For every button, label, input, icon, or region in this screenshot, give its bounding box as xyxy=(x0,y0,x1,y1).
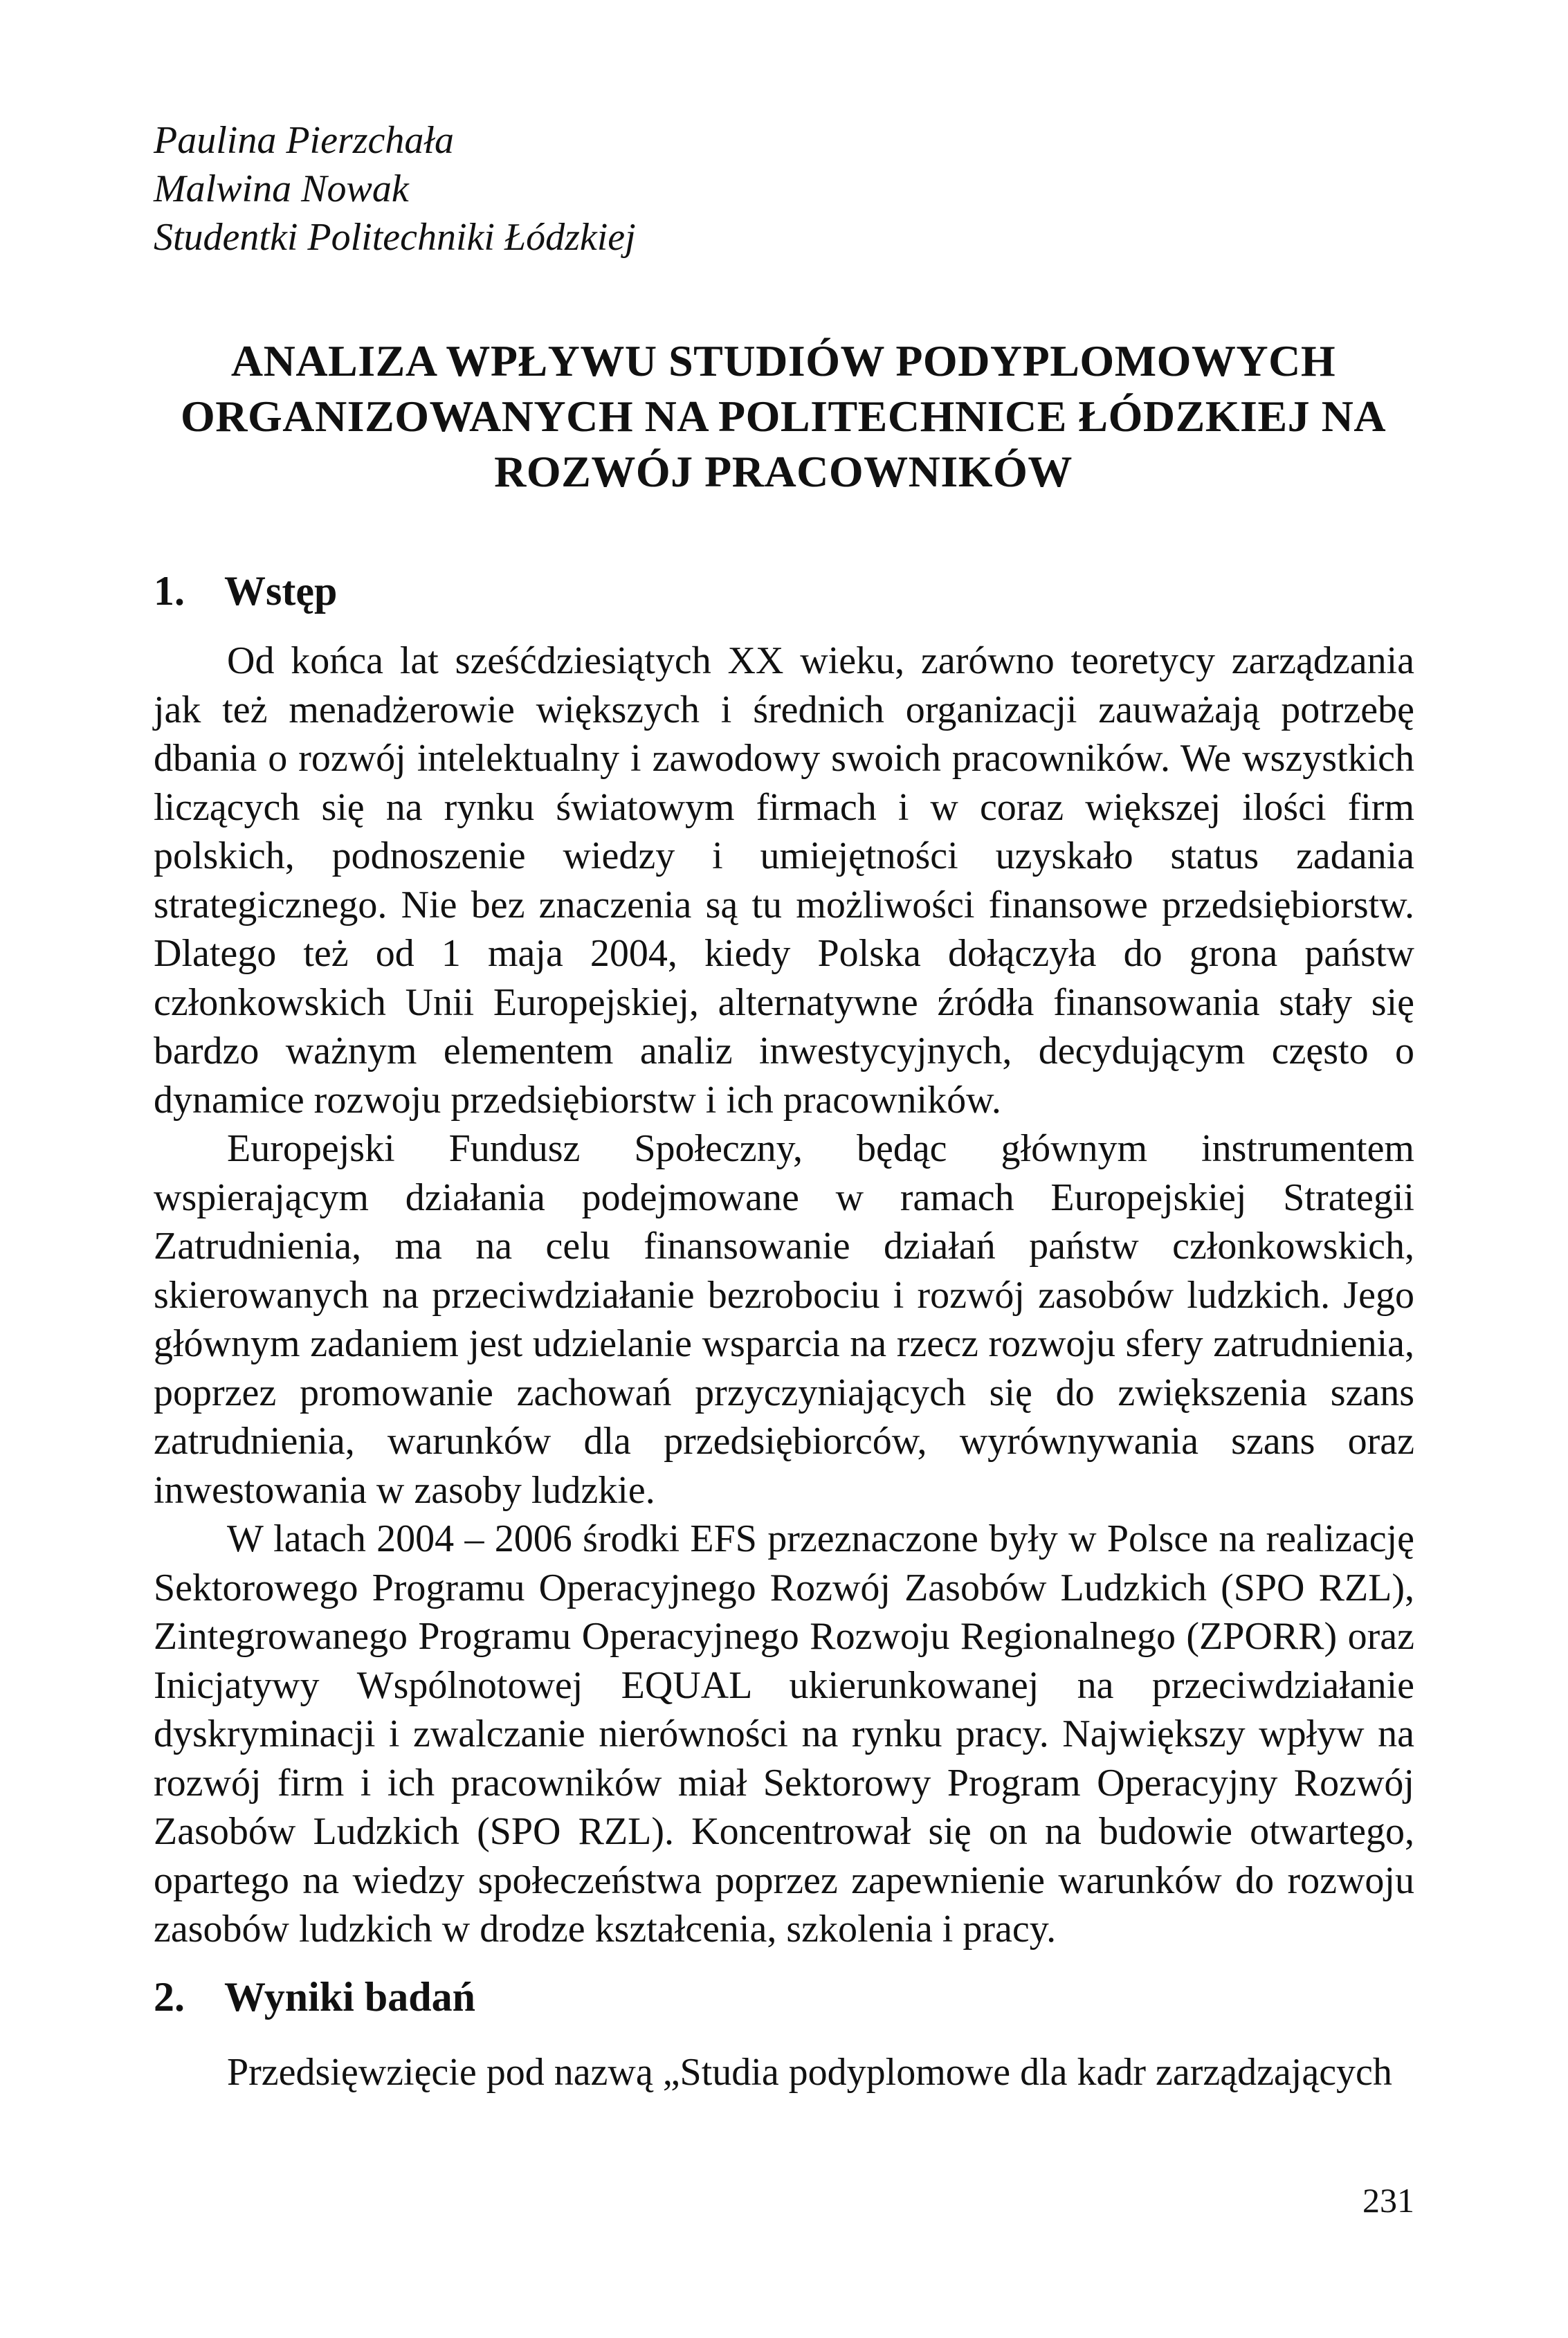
author-affiliation: Studentki Politechniki Łódzkiej xyxy=(154,216,636,259)
page-number: 231 xyxy=(1362,2181,1414,2220)
section-number: 1. xyxy=(154,568,185,614)
author-block xyxy=(154,116,984,262)
title-line: ANALIZA WPŁYWU STUDIÓW PODYPLOMOWYCH xyxy=(230,336,1336,385)
author-name: Paulina Pierzchała xyxy=(154,119,454,162)
section-number: 2. xyxy=(154,1974,185,2020)
title-line: ORGANIZOWANYCH NA POLITECHNICE ŁÓDZKIEJ NA xyxy=(180,392,1387,441)
author-name: Malwina Nowak xyxy=(154,167,409,210)
section-heading-results xyxy=(154,1972,475,2022)
title-line: ROZWÓJ PRACOWNIKÓW xyxy=(494,447,1073,496)
section-heading-introduction xyxy=(154,566,337,616)
paragraph: Od końca lat sześćdziesiątych XX wieku, zarówno teoretycy zarządzania jak też menadżerowie większych i średnich organizacji zauważają potrzebę dbania o rozwój intelektualny i zawodowy swoich pracowników. We wszystkich liczących się na rynku światowym firmach i w coraz większej ilości firm polskich, podnoszenie wiedzy i umiejętności uzyskało status zadania strategicznego. Nie bez znaczenia są tu możliwości finansowe przedsiębiorstw. Dlatego też od 1 maja 2004, kiedy Polska dołączyła do grona państw członkowskich Unii Europejskiej, alternatywne źródła finansowania stały się bardzo ważnym elementem analiz inwestycyjnych, decydującym często o dynamice rozwoju przedsiębiorstw i ich pracowników. xyxy=(154,639,1414,1122)
article-title xyxy=(154,334,1413,500)
section-body-introduction xyxy=(154,637,1414,1954)
section-title: Wstęp xyxy=(224,568,338,614)
section-body-results xyxy=(154,2048,1414,2097)
section-title: Wyniki badań xyxy=(224,1974,475,2020)
paragraph: Europejski Fundusz Społeczny, będąc głównym instrumentem wspierającym działania podejmowane w ramach Europejskiej Strategii Zatrudnienia, ma na celu finansowanie działań państw członkowskich, skierowanych na przeciwdziałanie bezrobociu i rozwój zasobów ludzkich. Jego głównym zadaniem jest udzielanie wsparcia na rzecz rozwoju sfery zatrudnienia, poprzez promowanie zachowań przyczyniających się do zwiększenia szans zatrudnienia, warunków dla przedsiębiorców, wyrównywania szans oraz inwestowania w zasoby ludzkie. xyxy=(154,1127,1414,1512)
paragraph: Przedsięwzięcie pod nazwą „Studia podyplomowe dla kadr zarządzających xyxy=(227,2051,1392,2094)
paragraph: W latach 2004 – 2006 środki EFS przeznaczone były w Polsce na realizację Sektorowego Programu Operacyjnego Rozwój Zasobów Ludzkich (SPO RZL), Zintegrowanego Programu Operacyjnego Rozwoju Regionalnego (ZPORR) oraz Inicjatywy Wspólnotowej EQUAL ukierunkowanej na przeciwdziałanie dyskryminacji i zwalczanie nierówności na rynku pracy. Największy wpływ na rozwój firm i ich pracowników miał Sektorowy Program Operacyjny Rozwój Zasobów Ludzkich (SPO RZL). Koncentrował się on na budowie otwartego, opartego na wiedzy społeczeństwa poprzez zapewnienie warunków do rozwoju zasobów ludzkich w drodze kształcenia, szkolenia i pracy. xyxy=(154,1517,1414,1951)
